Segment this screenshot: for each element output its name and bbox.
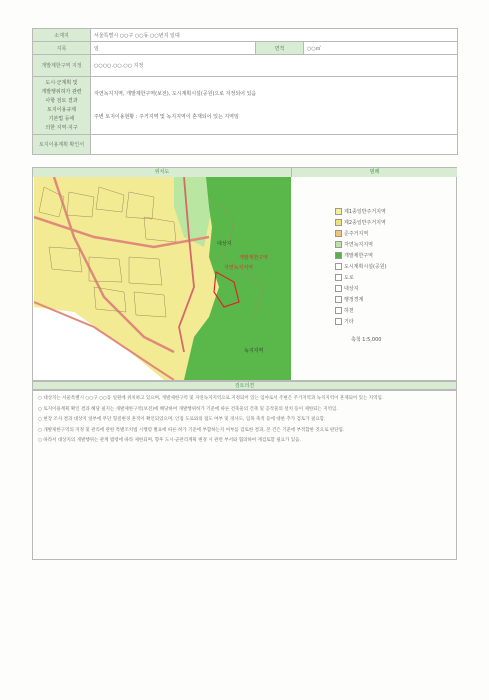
legend-item bbox=[335, 208, 386, 214]
planning-label-line: 사항 검토 결과 bbox=[45, 97, 78, 104]
legend-swatch bbox=[335, 318, 342, 325]
planning-label-line: 의한 지역·지구 bbox=[45, 124, 78, 131]
legend-swatch bbox=[335, 230, 342, 237]
legend-item bbox=[335, 296, 363, 302]
legend-item bbox=[335, 285, 359, 291]
location-map bbox=[34, 177, 291, 380]
opinion-paragraph: ○ 따라서 대상지의 개발행위는 관계 법령에 따라 제한되며, 향후 도시·군관리계획 변경 시 관련 부서와 협의하여 재검토할 필요가 있음. bbox=[38, 438, 301, 443]
planning-line-2: 주변 토지이용현황 : 주거지역 및 녹지지역이 혼재되어 있는 지역임 bbox=[94, 113, 239, 120]
planning-label-line: 기본법 등에 bbox=[48, 115, 75, 122]
legend-label: 제2종일반주거지역 bbox=[344, 220, 386, 226]
legend-swatch bbox=[335, 241, 342, 248]
legend-label: 행정경계 bbox=[344, 297, 364, 303]
legend-swatch bbox=[335, 263, 342, 270]
legend-item bbox=[335, 241, 373, 247]
address-label: 소재지 bbox=[33, 29, 91, 42]
gb-designation-label: 개발제한구역 지정 bbox=[33, 55, 91, 77]
map-section bbox=[32, 167, 457, 381]
legend-item bbox=[335, 219, 386, 225]
legend-label: 자연녹지지역 bbox=[344, 242, 373, 248]
gb-designation-value: ○○○○.○○.○○ 지정 bbox=[91, 55, 458, 77]
planning-line-1: 자연녹지지역, 개발제한구역(보전), 도시계획시설(공원)으로 지정되어 있음 bbox=[94, 90, 257, 97]
legend-swatch bbox=[335, 252, 342, 259]
map-label-greenbelt: 개발제한구역 bbox=[239, 255, 268, 261]
planning-value bbox=[91, 77, 458, 135]
planning-label-line: 도시·군계획 및 bbox=[45, 79, 78, 86]
opinion-paragraph: ○ 대상지는 서울특별시 ○○구 ○○동 일원에 위치하고 있으며, 개발제한구역 및 자연녹지지역으로 지정되어 있는 임야로서 주변은 주거지역과 녹지지역이 혼재되어 있는 지역임. bbox=[38, 396, 384, 401]
legend-item bbox=[335, 274, 354, 280]
map-label-site: 대상지 bbox=[217, 241, 232, 247]
area-value: ○○㎡ bbox=[304, 42, 458, 55]
legend-label: 하천 bbox=[344, 308, 354, 314]
legend-scale: 축척 1:5,000 bbox=[351, 337, 382, 343]
legend-label: 개발제한구역 bbox=[344, 253, 373, 259]
opinion-body bbox=[32, 390, 457, 560]
legend-item bbox=[335, 252, 373, 258]
land-category-value: 임 bbox=[91, 42, 256, 55]
form-table-wrapper bbox=[32, 28, 457, 155]
land-use-plan-value bbox=[91, 135, 458, 155]
planning-label-line: 토지이용규제 bbox=[47, 106, 76, 113]
land-category-label: 지목 bbox=[33, 42, 91, 55]
legend-header: 범례 bbox=[291, 168, 457, 177]
legend-swatch bbox=[335, 307, 342, 314]
legend-swatch bbox=[335, 219, 342, 226]
legend-label: 기타 bbox=[344, 319, 354, 325]
address-value: 서울특별시 ○○구 ○○동 ○○번지 일대 bbox=[91, 29, 458, 42]
opinion-paragraph: ○ 개발제한구역의 지정 및 관리에 관한 특별조치법 시행령 별표에 따른 허가 기준에 부합하는지 여부를 검토한 결과, 본 건은 기준에 부적합한 것으로 판단됨. bbox=[38, 427, 345, 433]
map-header: 위치도 bbox=[33, 168, 291, 177]
legend-label: 대상지 bbox=[344, 286, 359, 292]
opinion-paragraph: ○ 현장 조사 결과 대상지 일부에 무단 형질변경 흔적이 확인되었으며, 인접 도로와의 접도 여부 및 경사도, 입목 축적 등에 대한 추가 검토가 필요함. bbox=[38, 417, 326, 422]
legend-swatch bbox=[335, 285, 342, 292]
legend-label: 제1종일반주거지역 bbox=[344, 209, 386, 215]
map-label-green: 녹지지역 bbox=[244, 348, 264, 354]
legend-swatch bbox=[335, 274, 342, 281]
planning-label bbox=[33, 77, 91, 135]
legend-item bbox=[335, 318, 354, 324]
legend-item bbox=[335, 307, 354, 313]
opinion-header: 검토의견 bbox=[32, 381, 457, 390]
info-table bbox=[32, 28, 458, 155]
legend-swatch bbox=[335, 208, 342, 215]
planning-label-line: 개발행위허가 관련 bbox=[41, 88, 82, 95]
land-use-plan-label: 토지이용계획 확인서 bbox=[33, 135, 91, 155]
map-label-natural-green: 자연녹지지역 bbox=[224, 265, 253, 271]
opinion-paragraph: ○ 토지이용계획 확인 결과 해당 필지는 개발제한구역(보전)에 해당하여 개발행위허가 기준에 따른 건축물의 건축 및 공작물의 설치 등이 제한되는 지역임. bbox=[38, 406, 338, 412]
legend-label: 도시계획시설(공원) bbox=[344, 264, 387, 270]
legend-swatch bbox=[335, 296, 342, 303]
legend-item bbox=[335, 263, 387, 269]
legend-label: 준주거지역 bbox=[344, 231, 369, 237]
legend-item bbox=[335, 230, 368, 236]
legend-label: 도로 bbox=[344, 275, 354, 281]
planning-label-text bbox=[36, 79, 87, 133]
area-label: 면적 bbox=[256, 42, 304, 55]
